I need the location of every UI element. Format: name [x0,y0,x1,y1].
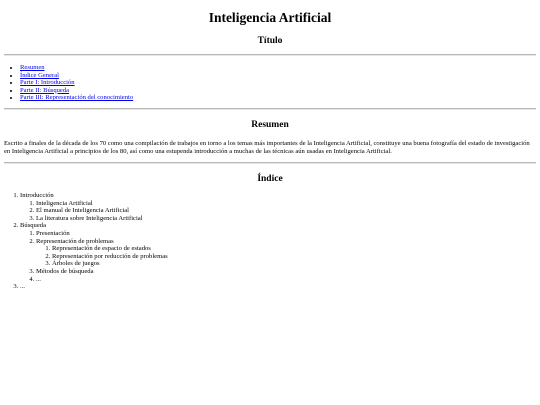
divider [4,54,536,56]
nav-item [20,94,536,102]
indice-sublist [20,200,536,223]
nav-link-resumen[interactable]: Resumen [20,64,45,71]
indice-subitem [36,238,536,268]
nav-link-parte-1[interactable]: Parte I: Introducción [20,79,75,87]
divider [4,108,536,110]
indice-item [20,222,536,283]
indice-subitem: 3. Métodos de búsqueda [36,268,536,276]
indice-subsublist [36,245,536,268]
indice-subitem: 4. ... [36,276,536,284]
indice-subsubitem: 3. Árboles de juegos [52,260,536,268]
resumen-text: Escrito a finales de la década de los 70 como una compilación de trabajos en torno a los temas más importantes de la Inteligencia Artificial, constituye una buena fotografía del estado de investigación en Inteligencia Artificial a principios de los 80, así como una estupenda introducción a muchas de las técnicas aún usadas en Inteligencia Artificial. [4,139,530,155]
indice-subitem: 1. Presentación [36,230,536,238]
indice-subitem: 3. La literatura sobre Inteligencia Artificial [36,215,536,223]
indice-subitem-label: Representación de problemas [36,237,114,245]
nav-item [20,87,536,95]
nav-link-indice[interactable]: Índice General [20,71,59,79]
indice-list [4,192,536,291]
indice-subitem: 2. El manual de Inteligencia Artificial [36,207,536,215]
page-title: Inteligencia Artificial [208,10,332,25]
indice-sublist [20,230,536,283]
nav-item [20,64,536,72]
divider [4,162,536,164]
resumen-heading: Resumen [251,119,289,130]
indice-subsubitem: 2. Representación por reducción de problemas [52,253,536,261]
indice-heading: Índice [257,173,283,184]
indice-item-label: Búsqueda [20,222,47,230]
nav-list [4,64,536,102]
indice-item [20,192,536,222]
nav-item [20,72,536,80]
nav-item [20,79,536,87]
nav-link-parte-3[interactable]: Parte III: Representación del conocimiento [20,94,134,102]
nav-link-parte-2[interactable]: Parte II: Búsqueda [20,86,70,94]
indice-item: 3. ... [20,283,536,291]
indice-subitem: 1. Inteligencia Artificial [36,200,536,208]
page-subtitle: Título [257,36,283,46]
indice-item-label: Introducción [20,191,54,199]
indice-subsubitem: 1. Representación de espacio de estados [52,245,536,253]
